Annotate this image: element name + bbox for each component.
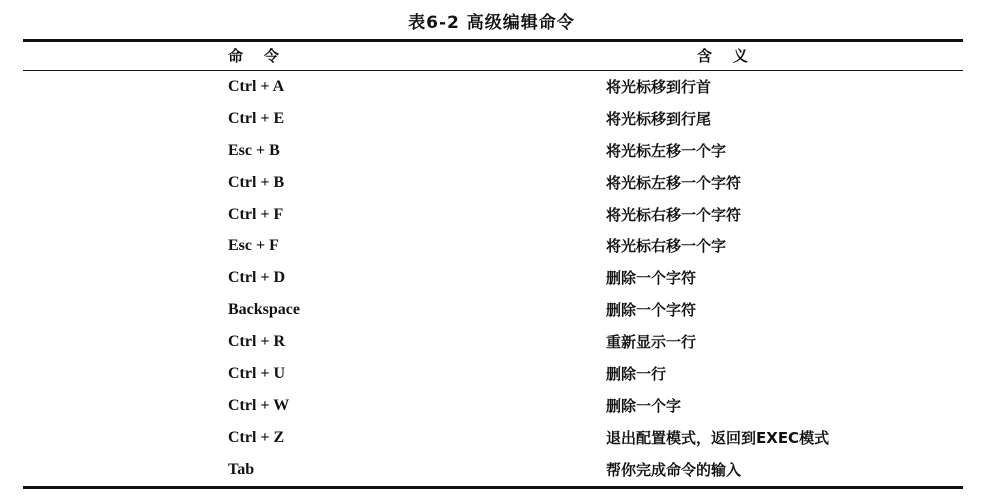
header-command: 命 令 — [228, 47, 279, 65]
table-row — [0, 362, 983, 394]
meaning-cell: 将光标右移一个字符 — [606, 205, 742, 224]
table-row — [0, 426, 983, 458]
command-cell: Ctrl + F — [228, 205, 284, 223]
table-row — [0, 75, 983, 107]
meaning-cell: 删除一个字 — [606, 396, 682, 415]
table-row — [0, 298, 983, 330]
table-row — [0, 330, 983, 362]
table-body — [0, 75, 983, 490]
command-cell: Ctrl + U — [228, 365, 286, 383]
command-cell: Esc + B — [228, 141, 280, 159]
meaning-cell: 将光标移到行首 — [606, 78, 712, 96]
command-cell: Ctrl + D — [228, 269, 286, 287]
command-cell: Esc + F — [228, 237, 279, 255]
command-cell: Tab — [228, 460, 255, 478]
meaning-cell: 将光标移到行尾 — [606, 109, 712, 128]
command-cell: Ctrl + A — [228, 78, 285, 95]
meaning-cell: 删除一个字符 — [606, 269, 697, 288]
command-cell: Ctrl + R — [228, 333, 286, 351]
table-row — [0, 234, 983, 266]
meaning-cell: 将光标右移一个字 — [606, 237, 727, 256]
table-row — [0, 171, 983, 203]
meaning-cell: 退出配置模式，返回到EXEC模式 — [606, 428, 830, 447]
table-caption: 表6-2 高级编辑命令 — [408, 13, 575, 33]
table-row — [0, 139, 983, 171]
command-cell: Ctrl + E — [228, 109, 285, 127]
table-bottom-rule — [23, 486, 963, 489]
command-cell: Ctrl + W — [228, 396, 290, 414]
meaning-cell: 将光标左移一个字 — [606, 141, 727, 160]
header-meaning: 含 义 — [697, 47, 748, 65]
table-top-rule — [23, 39, 963, 42]
command-cell: Backspace — [228, 301, 300, 319]
meaning-cell: 删除一行 — [606, 365, 667, 384]
table-row — [0, 203, 983, 235]
meaning-cell: 帮你完成命令的输入 — [606, 460, 742, 479]
table-row — [0, 266, 983, 298]
table-row — [0, 458, 983, 490]
table-row — [0, 394, 983, 426]
command-cell: Ctrl + B — [228, 173, 285, 191]
meaning-cell: 将光标左移一个字符 — [606, 173, 742, 192]
command-cell: Ctrl + Z — [228, 428, 285, 446]
table-row — [0, 107, 983, 139]
meaning-cell: 删除一个字符 — [606, 301, 697, 320]
table-header-rule — [23, 70, 963, 71]
meaning-cell: 重新显示一行 — [606, 333, 697, 352]
